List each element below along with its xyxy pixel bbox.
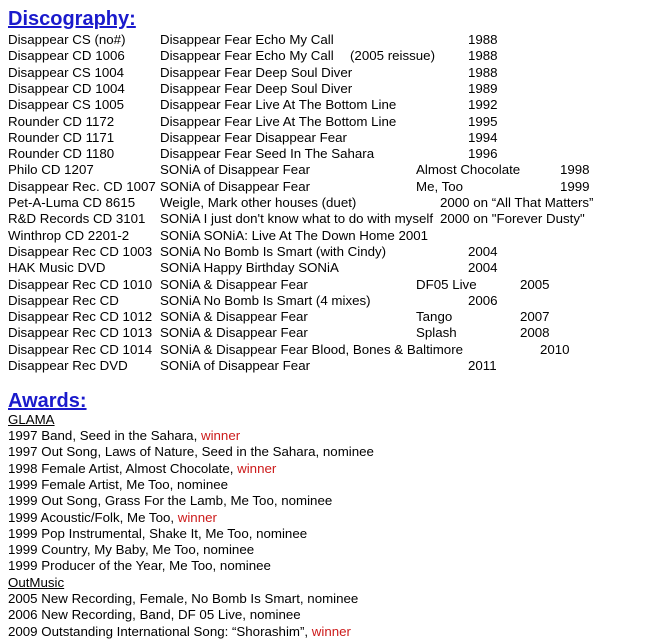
disc-year: 2007 [520, 309, 550, 325]
disc-title: Disappear Fear Echo My Call [160, 48, 334, 64]
disc-label: Rounder CD 1180 [8, 146, 115, 162]
award-text: 2006 New Recording, Band, DF 05 Live, nominee [8, 607, 301, 623]
award-text: 1999 Out Song, Grass For the Lamb, Me Too, nominee [8, 493, 333, 509]
award-line [8, 542, 254, 558]
award-text: 1999 Acoustic/Folk, Me Too, [8, 509, 178, 525]
award-text: 1997 Out Song, Laws of Nature, Seed in the Sahara, nominee [8, 444, 374, 460]
award-line [8, 477, 228, 493]
disc-title: Disappear Fear Disappear Fear [160, 129, 347, 145]
disc-title: SONiA of Disappear Fear [160, 178, 311, 194]
award-text: 1999 Country, My Baby, Me Too, nominee [8, 542, 255, 558]
award-result: winner [177, 509, 217, 525]
disc-title: SONiA & Disappear Fear [160, 276, 308, 292]
disc-label: Disappear Rec CD 1003 [8, 243, 153, 259]
award-text: 1999 Producer of the Year, Me Too, nominee [8, 558, 271, 574]
award-line [8, 428, 240, 444]
disc-year: 2000 on "Forever Dusty" [440, 211, 585, 227]
disc-year: 2004 [468, 260, 498, 276]
disc-label: Disappear CS 1004 [8, 64, 125, 80]
disc-label: Rounder CD 1171 [8, 129, 115, 145]
disc-title: Disappear Fear Deep Soul Diver [160, 64, 353, 80]
disc-title: SONiA of Disappear Fear [160, 162, 311, 178]
disc-title: SONiA No Bomb Is Smart (4 mixes) [160, 292, 371, 308]
disc-extra: DF05 Live [416, 276, 477, 292]
disc-extra: Almost Chocolate [416, 162, 521, 178]
disc-label: Pet-A-Luma CD 8615 [8, 195, 136, 210]
disc-label: Philo CD 1207 [8, 162, 94, 178]
disc-title: SONiA & Disappear Fear [160, 309, 308, 325]
award-line [8, 624, 351, 640]
award-line [8, 510, 217, 526]
disc-year: 1995 [468, 113, 498, 129]
disc-label: Disappear CS 1005 [8, 97, 125, 113]
award-line [8, 591, 358, 607]
disc-year: 1988 [468, 48, 498, 64]
disc-label: Disappear Rec CD 1014 [8, 341, 153, 357]
disc-label: Disappear Rec CD 1012 [8, 309, 153, 325]
awards-heading: Awards: [8, 390, 87, 412]
discography-heading: Discography: [8, 8, 136, 30]
award-line [8, 461, 276, 477]
disc-title: SONiA SONiA: Live At The Down Home 2001 [160, 227, 429, 243]
disc-year: 1994 [468, 129, 498, 145]
disc-year: 1996 [468, 146, 498, 162]
disc-title: Disappear Fear Deep Soul Diver [160, 80, 353, 96]
disc-title: SONiA of Disappear Fear [160, 358, 311, 373]
disc-label: Disappear Rec CD [8, 292, 119, 308]
disc-label: Disappear CS (no#) [8, 32, 126, 47]
disc-label: R&D Records CD 3101 [8, 211, 146, 227]
disc-title: SONiA Happy Birthday SONiA [160, 260, 339, 276]
disc-year: 2010 [540, 341, 570, 357]
disc-year: 2000 on “All That Matters” [440, 195, 594, 210]
award-result: winner [311, 623, 351, 639]
disc-year: 1988 [468, 32, 498, 47]
glama-label: GLAMA [8, 412, 55, 427]
disc-label: Rounder CD 1172 [8, 113, 115, 129]
disc-year: 2006 [468, 292, 498, 308]
disc-year: 1988 [468, 64, 498, 80]
disc-label: HAK Music DVD [8, 260, 106, 276]
disc-label: Disappear CD 1006 [8, 48, 125, 64]
disc-label: Disappear Rec DVD [8, 358, 128, 373]
disc-year: 1989 [468, 80, 498, 96]
award-line [8, 607, 301, 623]
disc-year: 2004 [468, 243, 498, 259]
disc-label: Disappear CD 1004 [8, 80, 125, 96]
award-text: 2009 Outstanding International Song: “Shorashim”, [8, 623, 312, 639]
disc-title: Disappear Fear Echo My Call [160, 32, 334, 47]
disc-title: Disappear Fear Live At The Bottom Line [160, 113, 397, 129]
award-text: 1999 Female Artist, Me Too, nominee [8, 476, 229, 492]
disc-title: SONiA & Disappear Fear [160, 325, 308, 341]
disc-label: Disappear Rec CD 1013 [8, 325, 153, 341]
disc-year: 2005 [520, 276, 550, 292]
award-text: 1998 Female Artist, Almost Chocolate, [8, 460, 238, 476]
award-line [8, 558, 271, 574]
disc-label: Winthrop CD 2201-2 [8, 227, 130, 243]
award-text: 2005 New Recording, Female, No Bomb Is Smart, nominee [8, 591, 359, 606]
disc-year: 2011 [468, 358, 497, 373]
disc-title: Weigle, Mark other houses (duet) [160, 195, 357, 210]
disc-title: SONiA No Bomb Is Smart (with Cindy) [160, 243, 387, 259]
disc-title: SONiA & Disappear Fear Blood, Bones & Baltimore [160, 341, 464, 357]
disc-title: Disappear Fear Seed In The Sahara [160, 146, 375, 162]
disc-extra: Splash [416, 325, 457, 341]
disc-year: 1992 [468, 97, 498, 113]
disc-extra: Tango [416, 309, 453, 325]
disc-title: Disappear Fear Live At The Bottom Line [160, 97, 397, 113]
disc-year: 1998 [560, 162, 590, 178]
disc-title: SONiA I just don't know what to do with myself [160, 211, 434, 227]
disc-year: 1999 [560, 178, 590, 194]
award-line [8, 444, 374, 460]
disc-label: Disappear Rec CD 1010 [8, 276, 153, 292]
award-result: winner [200, 428, 241, 443]
disc-year: 2008 [520, 325, 550, 341]
award-line [8, 526, 307, 542]
disc-extra: (2005 reissue) [350, 48, 435, 64]
award-result: winner [237, 460, 277, 476]
disc-extra: Me, Too [416, 178, 464, 194]
disc-label: Disappear Rec. CD 1007 [8, 178, 156, 194]
outmusic-label: OutMusic [8, 575, 65, 590]
award-text: 1999 Pop Instrumental, Shake It, Me Too, nominee [8, 525, 308, 541]
award-text: 1997 Band, Seed in the Sahara, [8, 428, 201, 443]
award-line [8, 493, 332, 509]
